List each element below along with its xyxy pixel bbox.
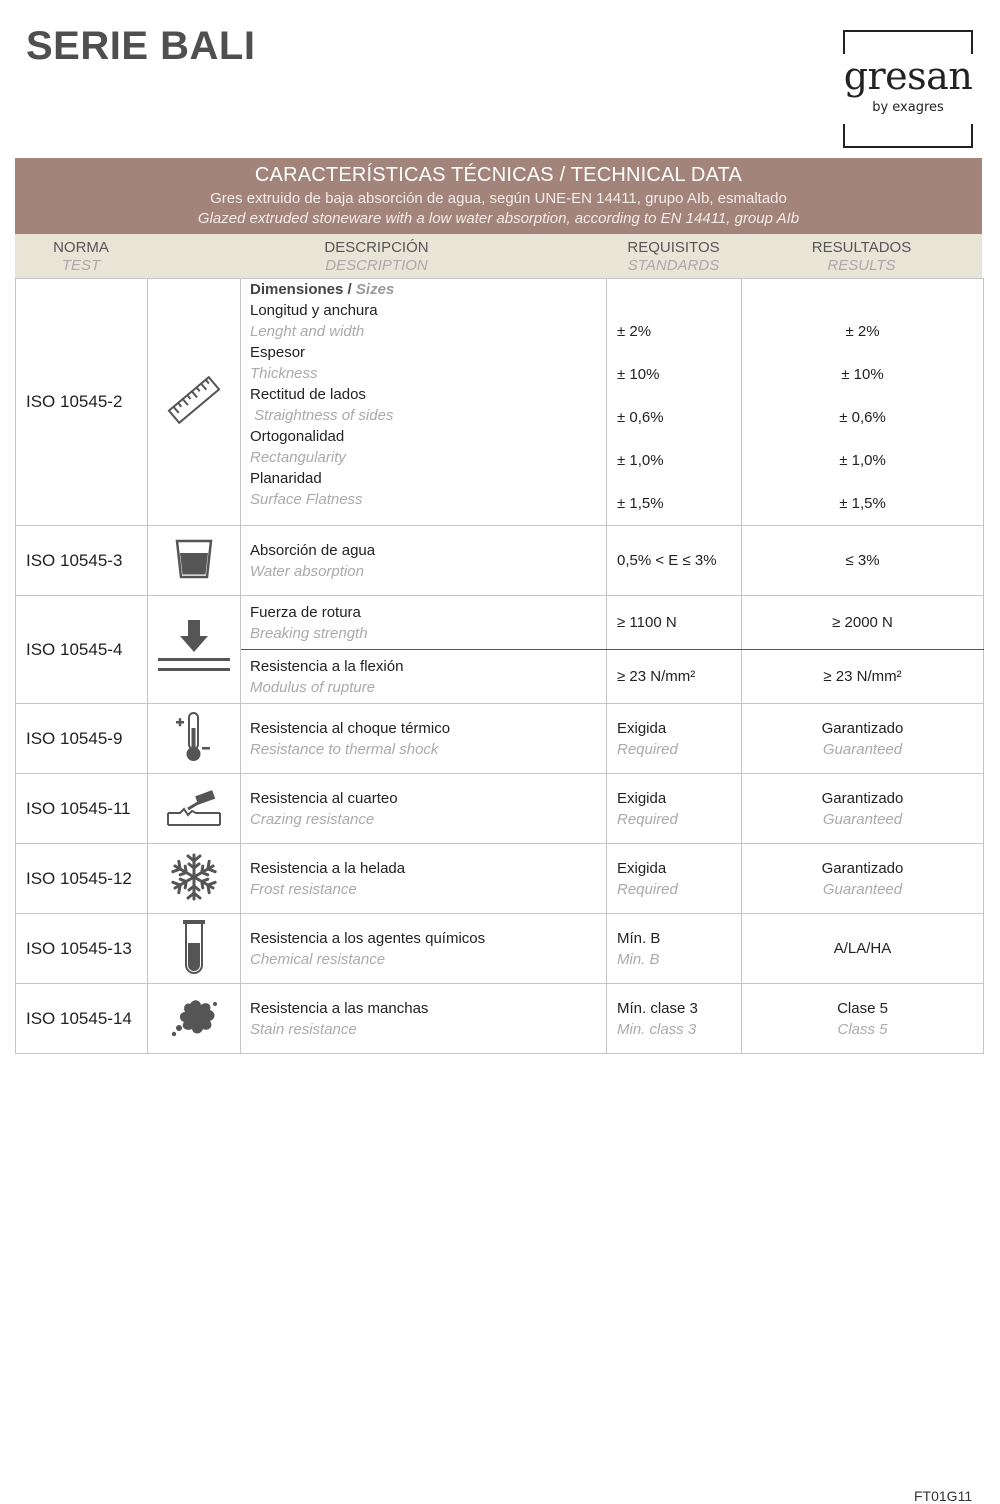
icon-cell bbox=[148, 914, 241, 984]
dim-standard: ± 0,6% bbox=[617, 409, 664, 426]
technical-data-table bbox=[15, 278, 984, 1054]
breaking-load-icon bbox=[156, 616, 232, 680]
column-headers bbox=[15, 234, 982, 278]
description-cell: Resistencia al cuarteo Crazing resistance bbox=[241, 774, 607, 844]
icon-cell bbox=[148, 279, 241, 526]
table-row bbox=[16, 279, 984, 526]
norm-cell: ISO 10545-12 bbox=[16, 844, 148, 914]
icon-cell bbox=[148, 596, 241, 704]
crazing-icon bbox=[166, 785, 222, 829]
results-cell: Clase 5 Class 5 bbox=[742, 984, 984, 1054]
icon-cell bbox=[148, 774, 241, 844]
dim-standard: ± 1,0% bbox=[617, 452, 664, 469]
dim-label-en: Thickness bbox=[250, 365, 318, 382]
table-row bbox=[16, 704, 984, 774]
dim-standard: ± 1,5% bbox=[617, 495, 664, 512]
test-tube-icon bbox=[179, 917, 209, 977]
standards-cell: Mín. clase 3 Min. class 3 bbox=[607, 984, 742, 1054]
standards-cell: Exigida Required bbox=[607, 844, 742, 914]
standards-cell: 0,5% < E ≤ 3% bbox=[607, 526, 742, 596]
results-cell: Garantizado Guaranteed bbox=[742, 844, 984, 914]
dim-label: Longitud y anchura bbox=[250, 302, 378, 319]
table-row bbox=[16, 914, 984, 984]
banner-line-en: Glazed extruded stoneware with a low water absorption, according to EN 14411, group AIb bbox=[197, 210, 800, 227]
description-cell: Resistencia a las manchas Stain resistance bbox=[241, 984, 607, 1054]
standards-cell: ≥ 1100 N bbox=[607, 596, 742, 650]
column-header-norma: NORMA TEST bbox=[53, 239, 109, 274]
dim-result: ± 1,5% bbox=[839, 495, 886, 512]
dim-label: Rectitud de lados bbox=[250, 386, 366, 403]
column-header-description: DESCRIPCIÓN DESCRIPTION bbox=[324, 239, 429, 274]
thermometer-icon bbox=[172, 710, 216, 764]
stain-icon bbox=[168, 994, 220, 1040]
standards-cell: ≥ 23 N/mm² bbox=[607, 650, 742, 704]
table-row bbox=[16, 526, 984, 596]
norm-cell: ISO 10545-3 bbox=[16, 526, 148, 596]
dim-result: ± 10% bbox=[841, 366, 884, 383]
logo-sub: by exagres bbox=[872, 100, 944, 115]
standards-cell: Exigida Required bbox=[607, 774, 742, 844]
description-cell bbox=[241, 279, 607, 526]
dim-label: Espesor bbox=[250, 344, 306, 361]
results-cell: Garantizado Guaranteed bbox=[742, 704, 984, 774]
icon-cell bbox=[148, 526, 241, 596]
banner-heading: CARACTERÍSTICAS TÉCNICAS / TECHNICAL DATA bbox=[254, 164, 743, 186]
table-row bbox=[16, 984, 984, 1054]
table-row bbox=[16, 596, 984, 650]
norm-cell: ISO 10545-9 bbox=[16, 704, 148, 774]
norm-cell: ISO 10545-14 bbox=[16, 984, 148, 1054]
ruler-icon bbox=[164, 370, 224, 430]
icon-cell bbox=[148, 844, 241, 914]
dim-label-en: Straightness of sides bbox=[250, 407, 394, 424]
results-cell bbox=[742, 279, 984, 526]
dim-result: ± 1,0% bbox=[839, 452, 886, 469]
dim-standard: ± 2% bbox=[617, 323, 652, 340]
norm-cell: ISO 10545-13 bbox=[16, 914, 148, 984]
dim-label-en: Surface Flatness bbox=[250, 491, 363, 508]
technical-data-banner bbox=[15, 158, 982, 234]
table-row bbox=[16, 844, 984, 914]
description-cell: Resistencia a la helada Frost resistance bbox=[241, 844, 607, 914]
dim-label-en: Rectangularity bbox=[250, 449, 346, 466]
brand-logo bbox=[843, 30, 973, 148]
banner-line-es: Gres extruido de baja absorción de agua, según UNE-EN 14411, grupo AIb, esmaltado bbox=[210, 190, 787, 207]
icon-cell bbox=[148, 984, 241, 1054]
water-glass-icon bbox=[172, 537, 216, 581]
snowflake-icon bbox=[169, 852, 219, 902]
description-cell: Resistencia al choque térmico Resistance to thermal shock bbox=[241, 704, 607, 774]
standards-cell: Mín. B Min. B bbox=[607, 914, 742, 984]
dim-label-en: Lenght and width bbox=[250, 323, 365, 340]
dim-standard: ± 10% bbox=[617, 366, 660, 383]
table-row bbox=[16, 774, 984, 844]
column-header-results: RESULTADOS RESULTS bbox=[811, 239, 912, 274]
results-cell: ≤ 3% bbox=[742, 526, 984, 596]
description-cell: Resistencia a la flexión Modulus of rupture bbox=[241, 650, 607, 704]
norm-cell: ISO 10545-11 bbox=[16, 774, 148, 844]
dimensions-header: Dimensiones / Sizes bbox=[250, 281, 395, 298]
results-cell: ≥ 23 N/mm² bbox=[742, 650, 984, 704]
logo-brand: gresan bbox=[843, 54, 973, 98]
standards-cell: Exigida Required bbox=[607, 704, 742, 774]
column-header-standards: REQUISITOS STANDARDS bbox=[627, 239, 720, 274]
dim-result: ± 0,6% bbox=[839, 409, 886, 426]
norm-cell: ISO 10545-2 bbox=[16, 279, 148, 526]
icon-cell bbox=[148, 704, 241, 774]
results-cell: Garantizado Guaranteed bbox=[742, 774, 984, 844]
description-cell: Fuerza de rotura Breaking strength bbox=[241, 596, 607, 650]
dim-label: Ortogonalidad bbox=[250, 428, 345, 445]
description-cell: Absorción de agua Water absorption bbox=[241, 526, 607, 596]
results-cell: A/LA/HA bbox=[742, 914, 984, 984]
document-code: FT01G11 bbox=[914, 1488, 973, 1504]
dim-label: Planaridad bbox=[250, 470, 322, 487]
results-cell: ≥ 2000 N bbox=[742, 596, 984, 650]
norm-cell: ISO 10545-4 bbox=[16, 596, 148, 704]
dim-result: ± 2% bbox=[845, 323, 880, 340]
description-cell: Resistencia a los agentes químicos Chemical resistance bbox=[241, 914, 607, 984]
standards-cell bbox=[607, 279, 742, 526]
page-title: SERIE BALI bbox=[26, 24, 256, 68]
